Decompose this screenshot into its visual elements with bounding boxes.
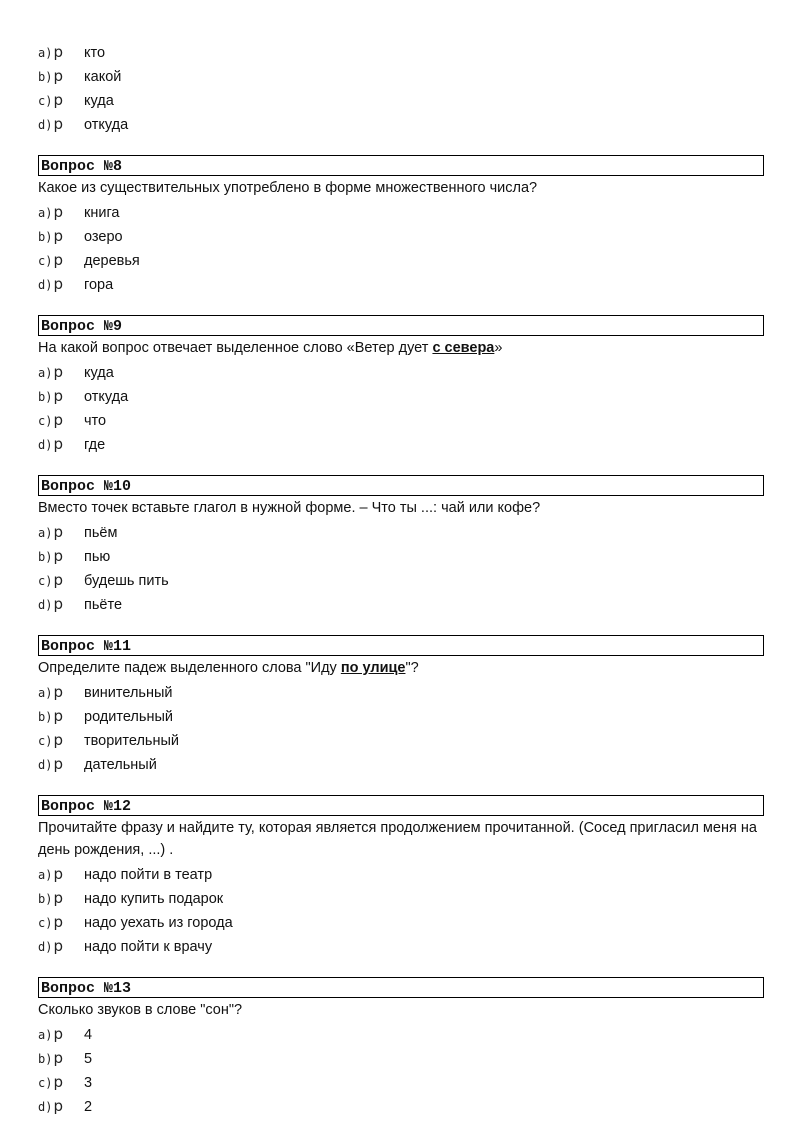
radio-icon: p	[53, 913, 63, 931]
question-header: Вопрос №13	[38, 977, 764, 998]
q12-option-a[interactable]: a)p надо пойти в театр	[38, 865, 213, 883]
radio-icon: p	[53, 1097, 63, 1115]
question-text: На какой вопрос отвечает выделенное слово «Ветер дует с севера»	[38, 340, 503, 356]
question-8	[38, 155, 764, 296]
radio-icon: p	[53, 889, 63, 907]
radio-icon: p	[53, 203, 63, 221]
q7-option-c[interactable]: c)p куда	[38, 91, 114, 109]
radio-icon: p	[53, 523, 63, 541]
question-header: Вопрос №11	[38, 635, 764, 656]
question-header: Вопрос №10	[38, 475, 764, 496]
q7-option-b[interactable]: b)p какой	[38, 67, 122, 85]
q12-options	[38, 862, 764, 958]
q12-option-c[interactable]: c)p надо уехать из города	[38, 913, 233, 931]
q10-option-a[interactable]: a)p пьём	[38, 523, 118, 541]
q9-option-b[interactable]: b)p откуда	[38, 387, 129, 405]
q11-option-b[interactable]: b)p родительный	[38, 707, 173, 725]
q10-option-b[interactable]: b)p пью	[38, 547, 111, 565]
q10-option-d[interactable]: d)p пьёте	[38, 595, 123, 613]
radio-icon: p	[53, 683, 63, 701]
q8-options	[38, 200, 764, 296]
radio-icon: p	[53, 411, 63, 429]
question-9	[38, 315, 764, 456]
q13-option-b[interactable]: b)p 5	[38, 1049, 93, 1067]
q9-options	[38, 360, 764, 456]
q13-options	[38, 1022, 764, 1118]
question-text: Вместо точек вставьте глагол в нужной форме. – Что ты ...: чай или кофе?	[38, 500, 541, 516]
highlighted-phrase: с севера	[432, 340, 495, 356]
radio-icon: p	[53, 67, 63, 85]
radio-icon: p	[53, 547, 63, 565]
question-10	[38, 475, 764, 616]
q8-option-b[interactable]: b)p озеро	[38, 227, 123, 245]
radio-icon: p	[53, 865, 63, 883]
q12-option-d[interactable]: d)p надо пойти к врачу	[38, 937, 213, 955]
q9-option-c[interactable]: c)p что	[38, 411, 107, 429]
quiz-page	[38, 38, 764, 1118]
q11-option-c[interactable]: c)p творительный	[38, 731, 180, 749]
radio-icon: p	[53, 595, 63, 613]
radio-icon: p	[53, 1073, 63, 1091]
question-11	[38, 635, 764, 776]
question-12	[38, 795, 764, 958]
q11-option-a[interactable]: a)p винительный	[38, 683, 173, 701]
radio-icon: p	[53, 387, 63, 405]
question-header: Вопрос №8	[38, 155, 764, 176]
radio-icon: p	[53, 275, 63, 293]
q8-option-a[interactable]: a)p книга	[38, 203, 120, 221]
q8-option-d[interactable]: d)p гора	[38, 275, 114, 293]
q13-option-a[interactable]: a)p 4	[38, 1025, 93, 1043]
radio-icon: p	[53, 435, 63, 453]
radio-icon: p	[53, 91, 63, 109]
radio-icon: p	[53, 707, 63, 725]
radio-icon: p	[53, 43, 63, 61]
radio-icon: p	[53, 1025, 63, 1043]
radio-icon: p	[53, 363, 63, 381]
radio-icon: p	[53, 731, 63, 749]
q11-options	[38, 680, 764, 776]
highlighted-phrase: по улице	[340, 660, 406, 676]
q10-options	[38, 520, 764, 616]
question-header: Вопрос №12	[38, 795, 764, 816]
radio-icon: p	[53, 251, 63, 269]
q9-option-d[interactable]: d)p где	[38, 435, 106, 453]
q12-option-b[interactable]: b)p надо купить подарок	[38, 889, 224, 907]
radio-icon: p	[53, 115, 63, 133]
question-text: Какое из существительных употреблено в форме множественного числа?	[38, 180, 538, 196]
radio-icon: p	[53, 571, 63, 589]
question-header: Вопрос №9	[38, 315, 764, 336]
question-text: Сколько звуков в слове "сон"?	[38, 1002, 243, 1018]
radio-icon: p	[53, 227, 63, 245]
q7-option-d[interactable]: d)p откуда	[38, 115, 129, 133]
q7-option-a[interactable]: a)p кто	[38, 43, 106, 61]
radio-icon: p	[53, 937, 63, 955]
q8-option-c[interactable]: c)p деревья	[38, 251, 140, 269]
q7-options	[38, 40, 764, 136]
q9-option-a[interactable]: a)p куда	[38, 363, 114, 381]
q13-option-c[interactable]: c)p 3	[38, 1073, 93, 1091]
radio-icon: p	[53, 755, 63, 773]
question-text: Определите падеж выделенного слова "Иду по улице"?	[38, 660, 419, 676]
q13-option-d[interactable]: d)p 2	[38, 1097, 93, 1115]
q11-option-d[interactable]: d)p дательный	[38, 755, 157, 773]
radio-icon: p	[53, 1049, 63, 1067]
q10-option-c[interactable]: c)p будешь пить	[38, 571, 169, 589]
question-text: Прочитайте фразу и найдите ту, которая является продолжением прочитанной. (Сосед пригласил меня на день рождения, ...) .	[38, 820, 757, 858]
question-13	[38, 977, 764, 1118]
